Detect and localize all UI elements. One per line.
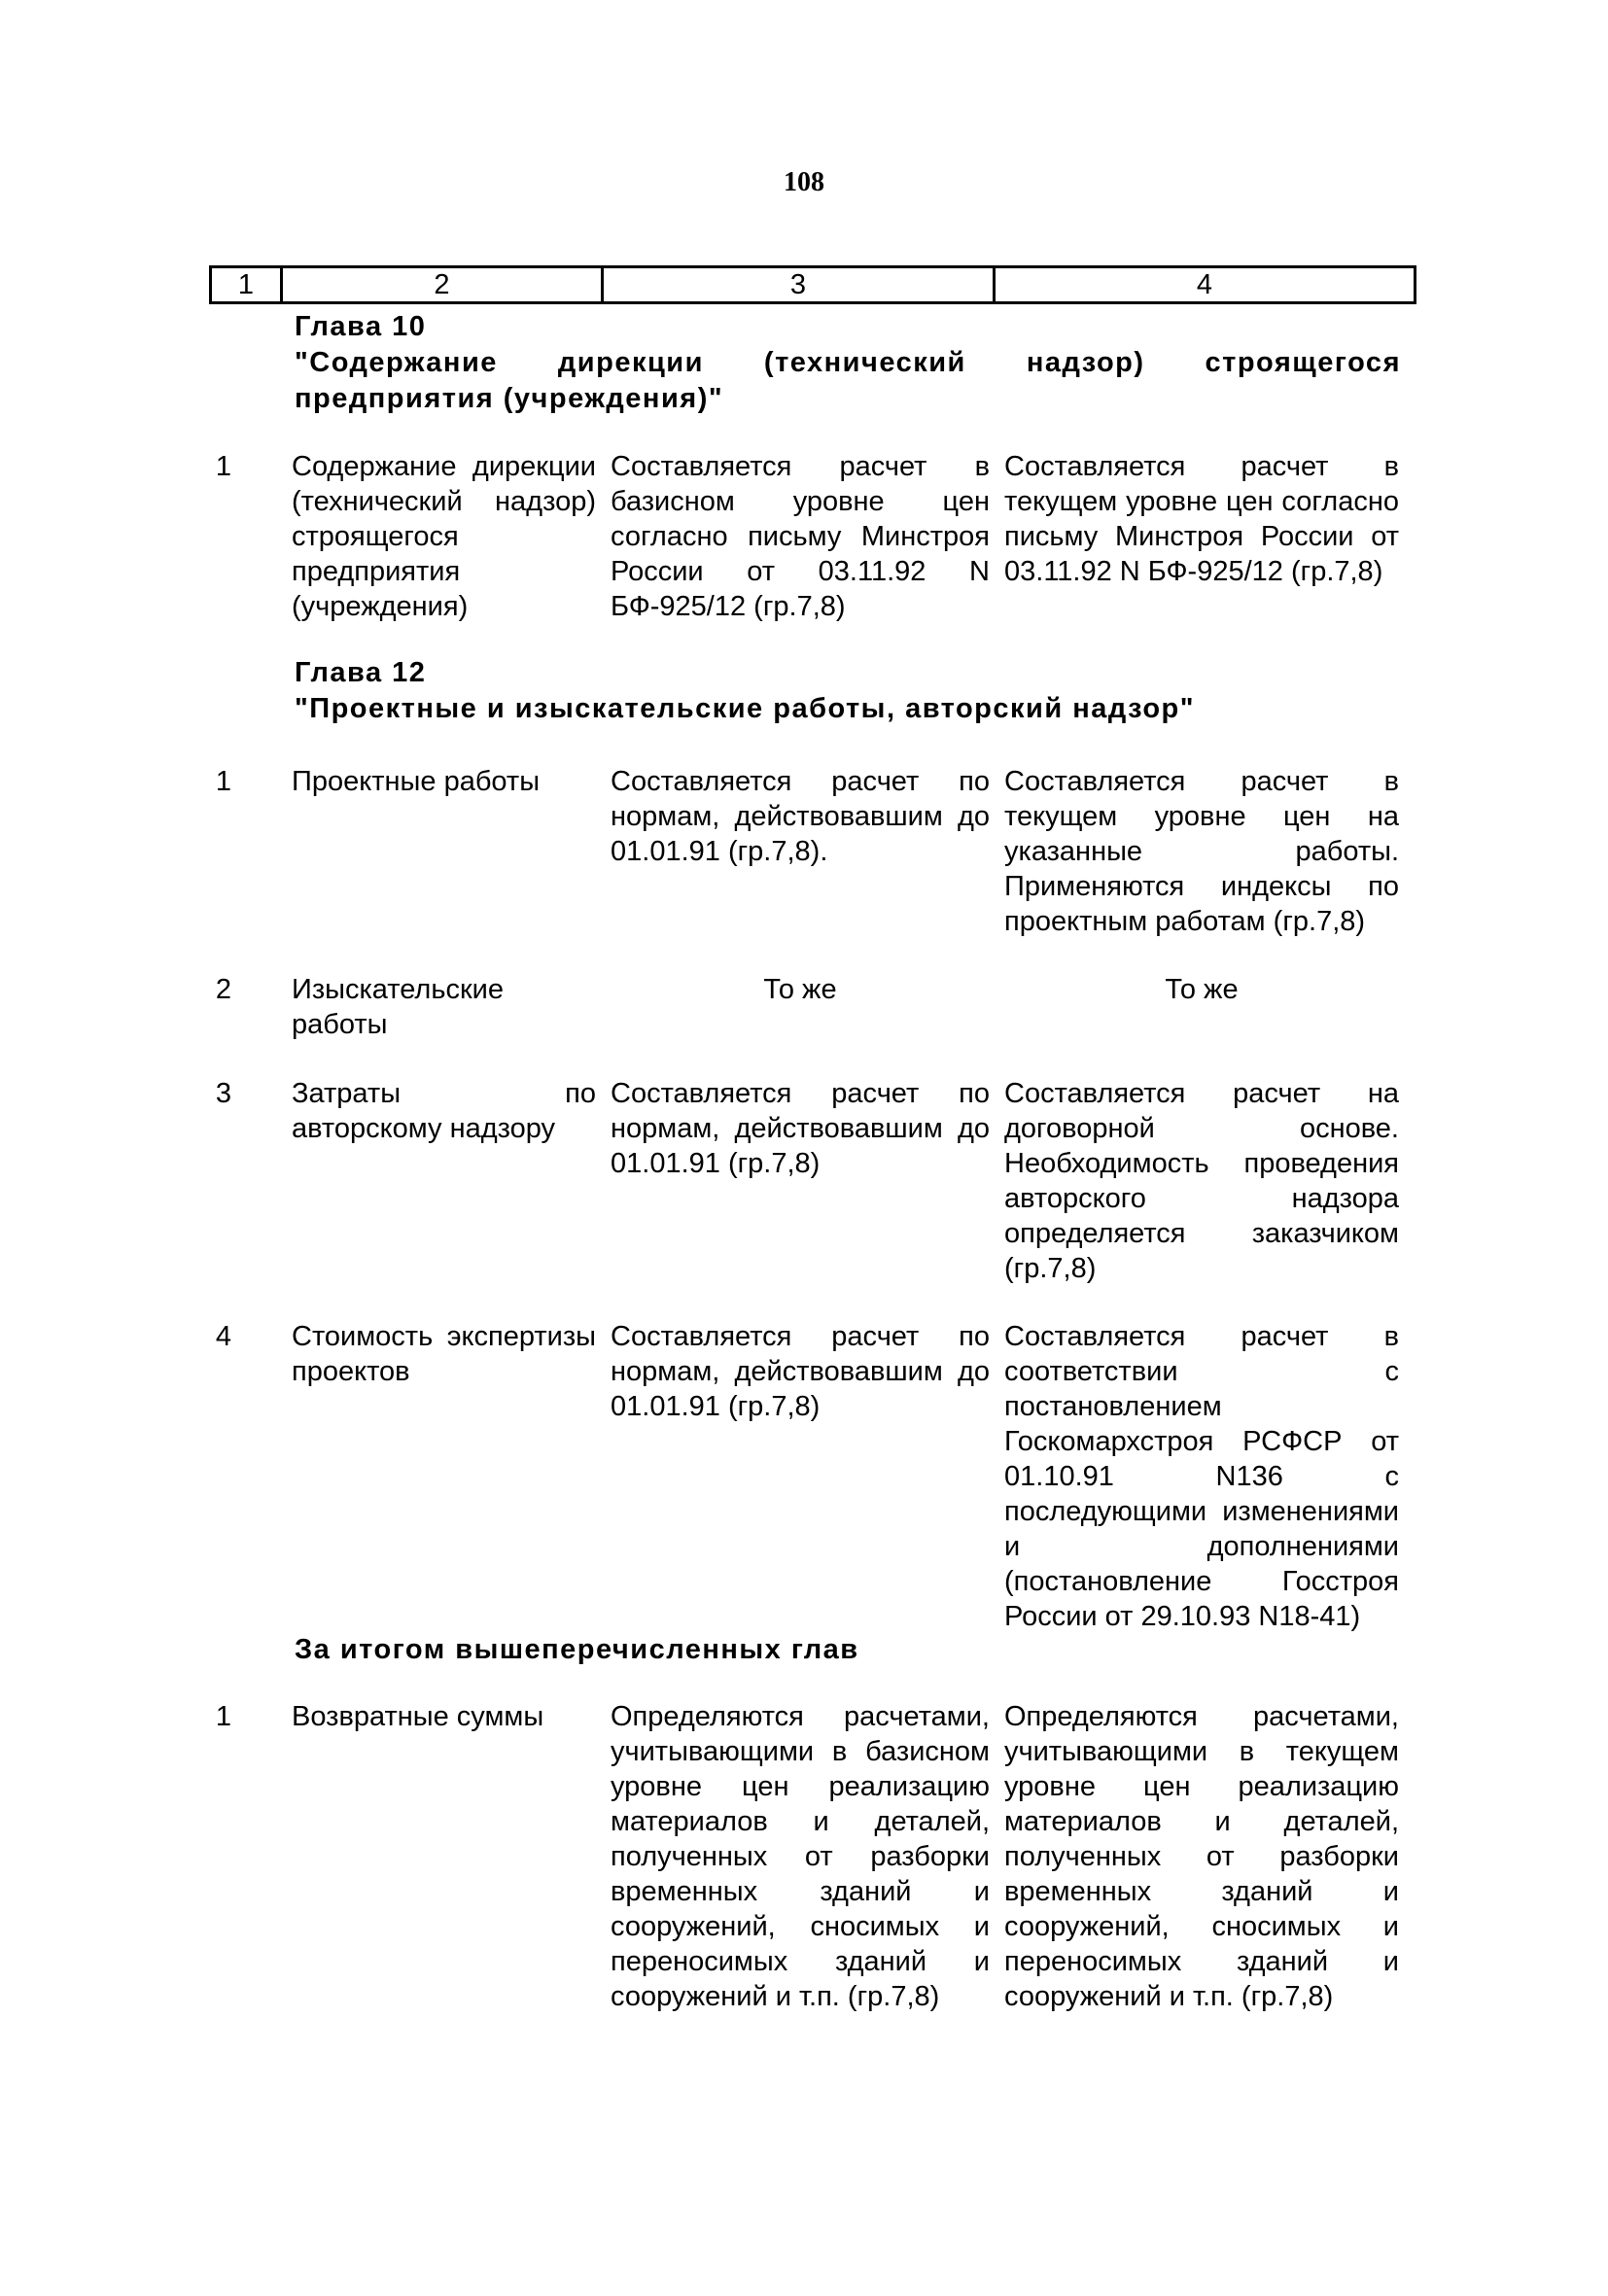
row-name: Стоимость экспертизы проектов bbox=[292, 1321, 596, 1387]
chapter12-subtitle-line1: "Проектные и изыскательские работы, авторский надзор" bbox=[295, 693, 1196, 724]
column-header-1: 1 bbox=[212, 268, 283, 301]
chapter10-title: Глава 10 bbox=[295, 311, 427, 342]
column-header-4: 4 bbox=[1196, 268, 1213, 300]
column-header-3: 3 bbox=[604, 268, 996, 301]
row-col4: Составляется расчет в текущем уровне цен на указанные работы. Применяются индексы по проектным работам (гр.7,8) bbox=[1004, 766, 1399, 937]
row-col3: Составляется расчет по нормам, действовавшим до 01.01.91 (гр.7,8) bbox=[611, 1321, 990, 1422]
row-col4: Определяются расчетами, учитывающими в текущем уровне цен реализацию материалов и деталей, полученных от разборки временных зданий и сооружений, сносимых и переносимых зданий и сооружений и т.п. (гр.7,8) bbox=[1004, 1701, 1399, 2012]
row-col3: Составляется расчет по нормам, действовавшим до 01.01.91 (гр.7,8) bbox=[611, 1078, 990, 1179]
chapter10-subtitle-line2: предприятия (учреждения)" bbox=[295, 383, 724, 414]
chapter10-heading bbox=[295, 309, 1401, 417]
page-number: 108 bbox=[784, 167, 824, 197]
summary-title: За итогом вышеперечисленных глав bbox=[295, 1634, 859, 1665]
row-name: Проектные работы bbox=[292, 766, 541, 797]
row-number: 1 bbox=[215, 451, 232, 482]
chapter12-title: Глава 12 bbox=[295, 657, 427, 688]
row-name: Затраты по авторскому надзору bbox=[292, 1078, 596, 1144]
row-col3: То же bbox=[763, 974, 837, 1005]
row-name: Изыскательские работы bbox=[292, 974, 504, 1040]
summary-heading bbox=[295, 1632, 1401, 1668]
column-header-row bbox=[209, 265, 1416, 304]
row-number: 1 bbox=[215, 766, 232, 797]
row-col4: Составляется расчет в соответствии с постановлением Госкомархстроя РСФСР от 01.10.91 N136 с последующими изменениями и дополнениями (постановление Госстроя России от 29.10.93 N18-41) bbox=[1004, 1321, 1399, 1632]
row-number: 4 bbox=[215, 1321, 232, 1352]
row-number: 3 bbox=[215, 1078, 232, 1109]
row-col4: То же bbox=[1165, 974, 1239, 1005]
column-header-2: 2 bbox=[283, 268, 604, 301]
row-number: 2 bbox=[215, 974, 232, 1005]
row-col3: Составляется расчет по нормам, действовавшим до 01.01.91 (гр.7,8). bbox=[611, 766, 990, 867]
row-col4: Составляется расчет в текущем уровне цен согласно письму Минстроя России от 03.11.92 N БФ-925/12 (гр.7,8) bbox=[1004, 451, 1399, 587]
row-col4: Составляется расчет на договорной основе. Необходимость проведения авторского надзора определяется заказчиком (гр.7,8) bbox=[1004, 1078, 1399, 1284]
chapter10-subtitle-line1: "Содержание дирекции (технический надзор) строящегося bbox=[295, 347, 1401, 378]
row-name: Возвратные суммы bbox=[292, 1701, 544, 1732]
row-col3: Определяются расчетами, учитывающими в базисном уровне цен реализацию материалов и деталей, полученных от разборки временных зданий и сооружений, сносимых и переносимых зданий и сооружений и т.п. (гр.7,8) bbox=[611, 1701, 990, 2012]
row-number: 1 bbox=[215, 1701, 232, 1732]
chapter12-heading bbox=[295, 655, 1401, 727]
row-name: Содержание дирекции (технический надзор) строящегося предприятия (учреждения) bbox=[292, 451, 596, 622]
row-col3: Составляется расчет в базисном уровне цен согласно письму Минстроя России от 03.11.92 N БФ-925/12 (гр.7,8) bbox=[611, 451, 990, 622]
